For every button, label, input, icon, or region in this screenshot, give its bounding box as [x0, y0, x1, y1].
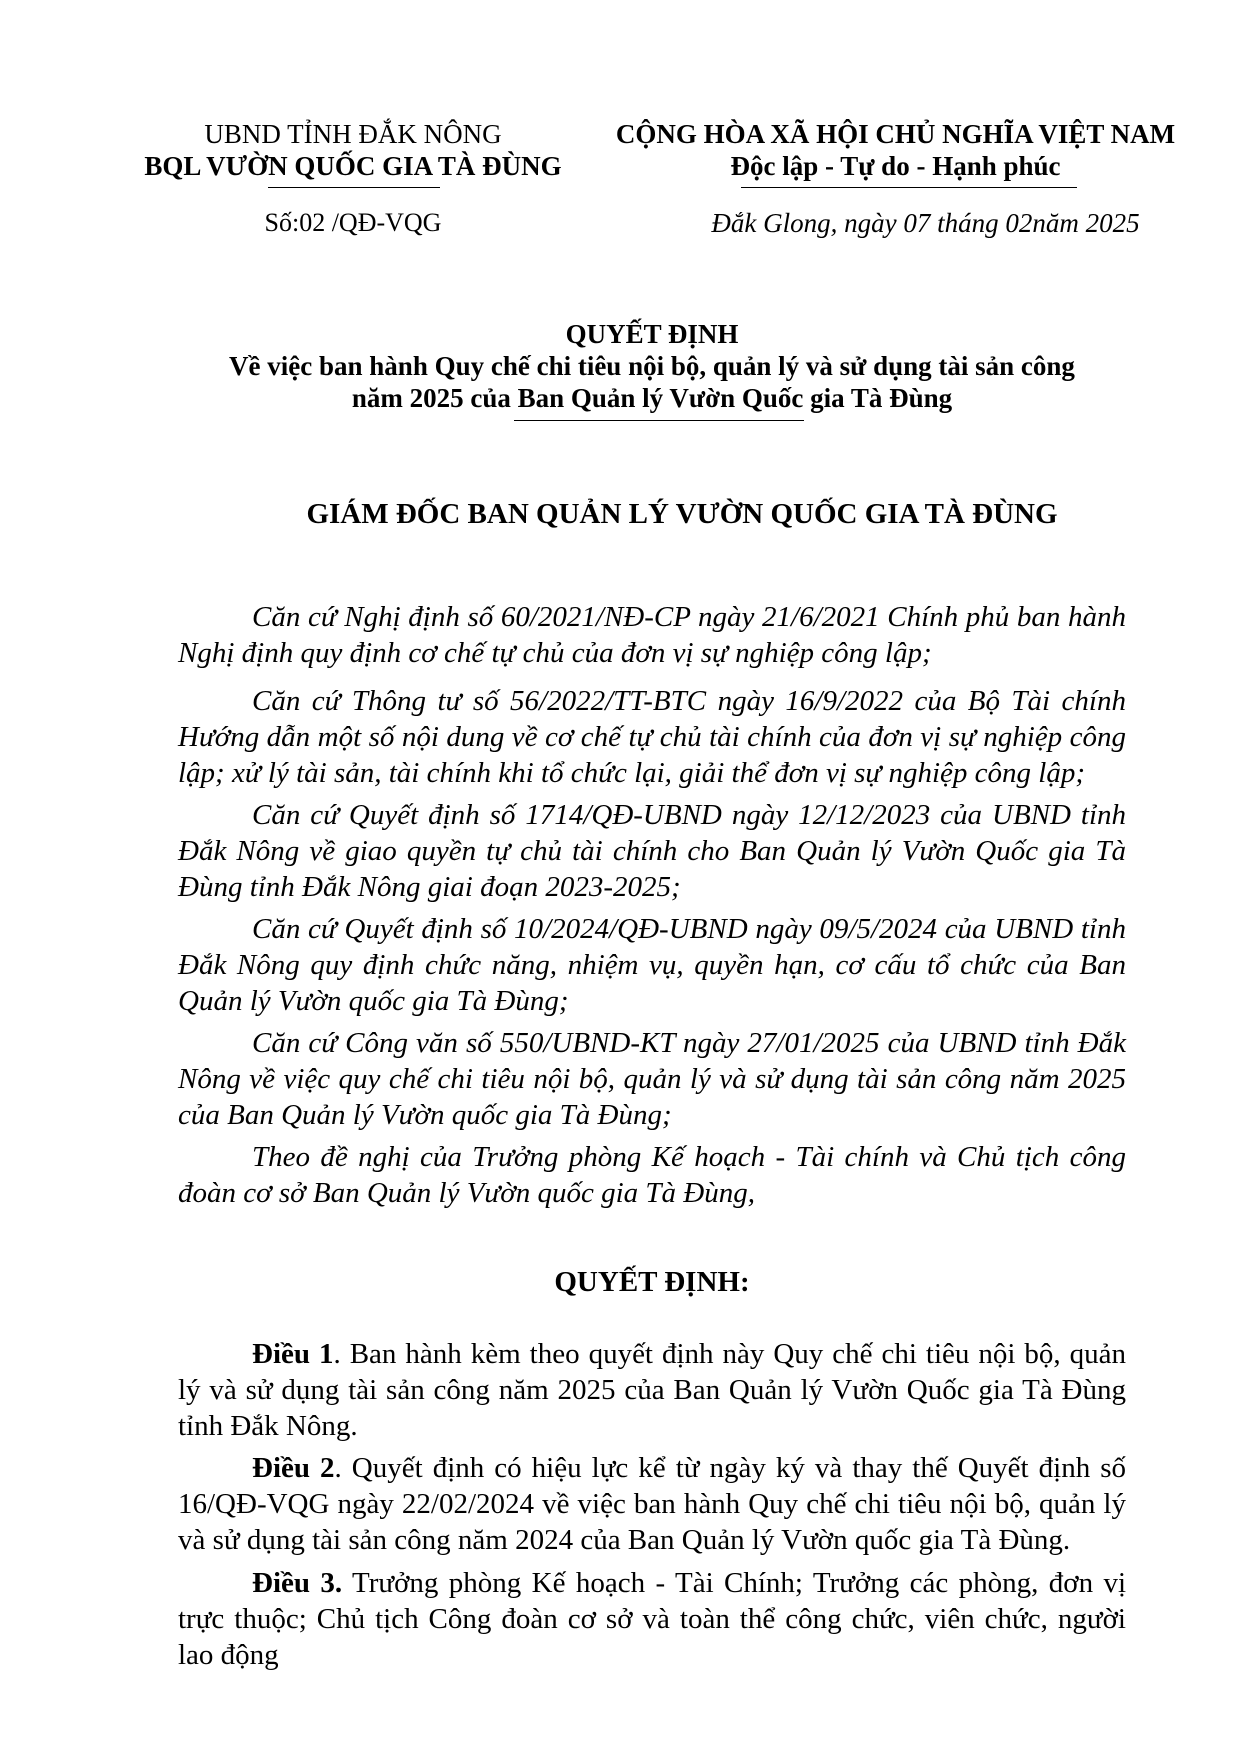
article-label: Điều 2 — [252, 1452, 335, 1484]
article-text: . Quyết định có hiệu lực kể từ ngày ký và thay thế Quyết định số 16/QĐ-VQG ngày 22/02/2024 về việc ban hành Quy chế chi tiêu nội bộ, quản lý và sử dụng tài sản công năm 2024 của Ban Quản lý Vườn quốc gia Tà Đùng. — [178, 1452, 1126, 1556]
nation-underline — [741, 187, 1077, 188]
article-label: Điều 1 — [252, 1338, 334, 1370]
agency-underline — [268, 187, 440, 188]
article-text: Trưởng phòng Kế hoạch - Tài Chính; Trưởng các phòng, đơn vị trực thuộc; Chủ tịch Công đoàn cơ sở và toàn thể công chức, viên chức, người lao động — [178, 1567, 1127, 1671]
doc-number: Số:02 /QĐ-VQG — [264, 208, 442, 237]
article-1 — [178, 1336, 1126, 1444]
decision-heading: QUYẾT ĐỊNH: — [554, 1266, 750, 1298]
basis-paragraph: Căn cứ Quyết định số 1714/QĐ-UBND ngày 12/12/2023 của UBND tỉnh Đắk Nông về giao quyền tự chủ tài chính cho Ban Quản lý Vườn Quốc gia Tà Đùng tỉnh Đắk Nông giai đoạn 2023-2025; — [178, 799, 1126, 903]
place-date: Đắk Glong, ngày 07 tháng 02năm 2025 — [711, 208, 1140, 238]
agency-line1: UBND TỈNH ĐẮK NÔNG — [204, 119, 502, 149]
title-heading: QUYẾT ĐỊNH — [565, 319, 739, 349]
article-3 — [178, 1565, 1126, 1673]
basis-paragraph: Theo đề nghị của Trưởng phòng Kế hoạch - Tài chính và Chủ tịch công đoàn cơ sở Ban Quản lý Vườn quốc gia Tà Đùng, — [178, 1141, 1126, 1209]
nation-line2: Độc lập - Tự do - Hạnh phúc — [730, 151, 1061, 181]
article-label: Điều 3. — [252, 1567, 343, 1599]
title-underline — [514, 420, 804, 421]
nation-line1: CỘNG HÒA XÃ HỘI CHỦ NGHĨA VIỆT NAM — [615, 119, 1176, 149]
article-2 — [178, 1450, 1126, 1558]
basis-paragraph: Căn cứ Quyết định số 10/2024/QĐ-UBND ngày 09/5/2024 của UBND tỉnh Đắk Nông quy định chức năng, nhiệm vụ, quyền hạn, cơ cấu tổ chức của Ban Quản lý Vườn quốc gia Tà Đùng; — [178, 913, 1126, 1017]
basis-paragraph: Căn cứ Nghị định số 60/2021/NĐ-CP ngày 21/6/2021 Chính phủ ban hành Nghị định quy định cơ chế tự chủ của đơn vị sự nghiệp công lập; — [178, 601, 1126, 669]
basis-paragraph: Căn cứ Thông tư số 56/2022/TT-BTC ngày 16/9/2022 của Bộ Tài chính Hướng dẫn một số nội dung về cơ chế tự chủ tài chính của đơn vị sự nghiệp công lập; xử lý tài sản, tài chính khi tổ chức lại, giải thể đơn vị sự nghiệp công lập; — [178, 685, 1126, 789]
basis-paragraph: Căn cứ Công văn số 550/UBND-KT ngày 27/01/2025 của UBND tỉnh Đắk Nông về việc quy chế chi tiêu nội bộ, quản lý và sử dụng tài sản công năm 2025 của Ban Quản lý Vườn quốc gia Tà Đùng; — [178, 1027, 1126, 1131]
title-subject-line1: Về việc ban hành Quy chế chi tiêu nội bộ, quản lý và sử dụng tài sản công — [229, 351, 1075, 381]
authority-heading: GIÁM ĐỐC BAN QUẢN LÝ VƯỜN QUỐC GIA TÀ ĐÙNG — [306, 498, 1058, 530]
title-subject-line2: năm 2025 của Ban Quản lý Vườn Quốc gia Tà Đùng — [351, 383, 953, 413]
article-text: . Ban hành kèm theo quyết định này Quy chế chi tiêu nội bộ, quản lý và sử dụng tài sản công năm 2025 của Ban Quản lý Vườn Quốc gia Tà Đùng tỉnh Đắk Nông. — [178, 1338, 1126, 1442]
agency-line2: BQL VƯỜN QUỐC GIA TÀ ĐÙNG — [144, 151, 562, 181]
